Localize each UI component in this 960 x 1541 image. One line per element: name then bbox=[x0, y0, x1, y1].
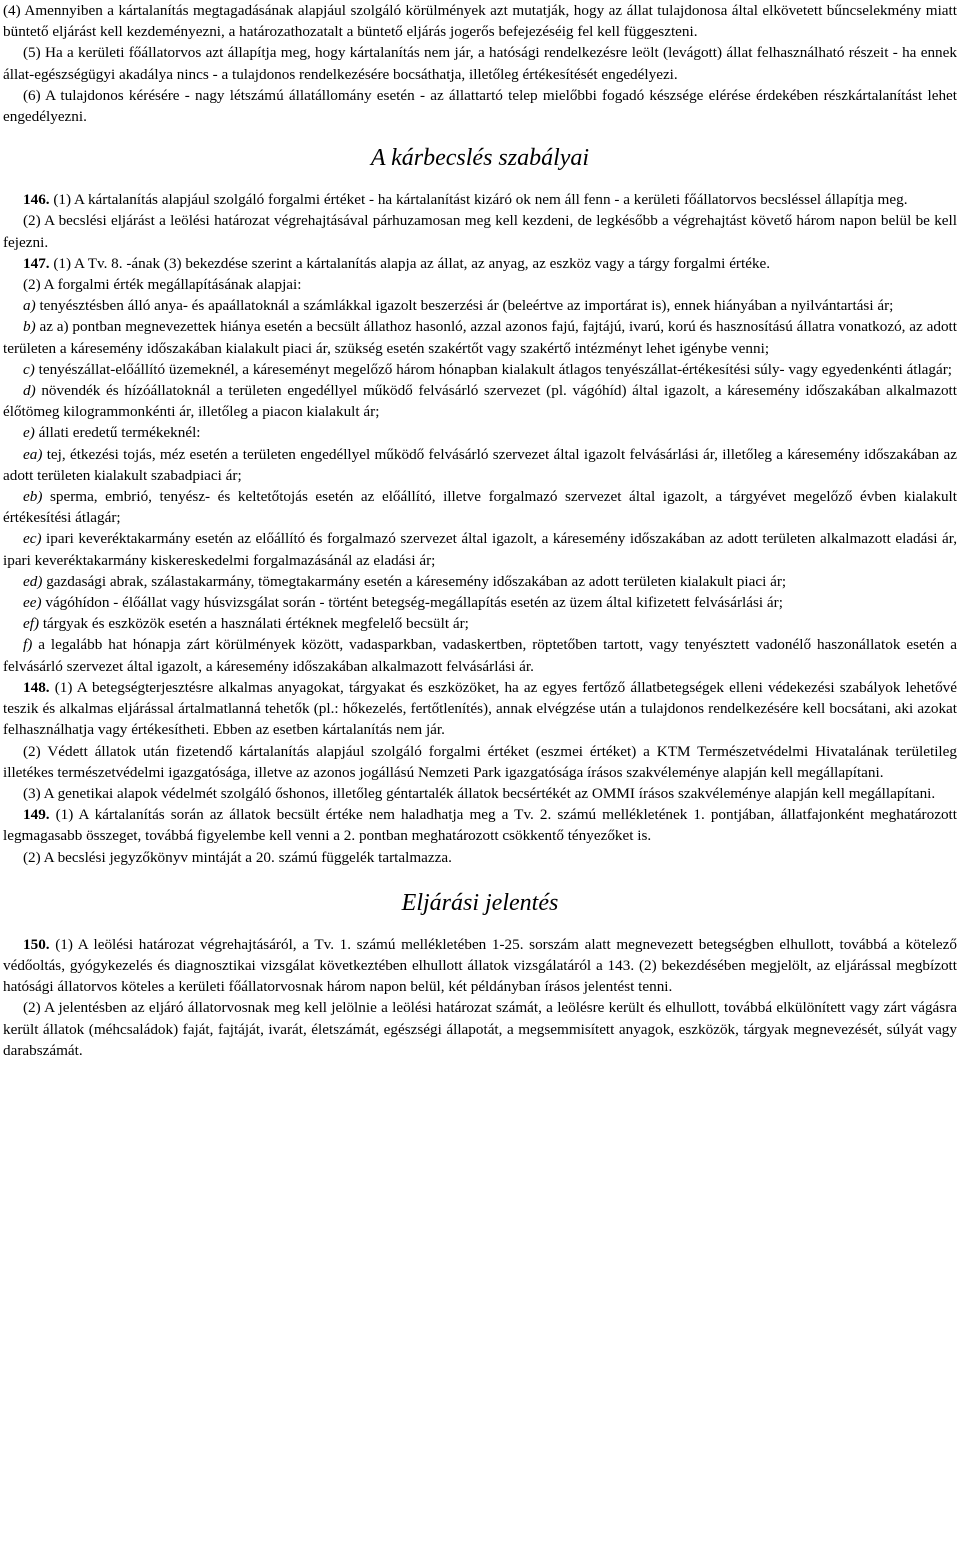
paragraph-text: ipari keveréktakarmány esetén az előállító és forgalmazó szervezet által igazolt, a káresemény időszakában az adott területen alkalmazott eladási ár, ipari keveréktakarmány kiskereskedelmi forgalmazásánál az eladási ár; bbox=[3, 530, 957, 569]
paragraph-text: állati eredetű termékeknél: bbox=[34, 424, 201, 442]
paragraph bbox=[3, 571, 957, 592]
paragraph bbox=[3, 316, 957, 358]
paragraph bbox=[3, 486, 957, 528]
paragraph bbox=[3, 528, 957, 570]
point-label: ed) bbox=[23, 572, 43, 590]
paragraph bbox=[3, 189, 957, 210]
paragraph-text: a legalább hat hónapja zárt körülmények között, vadasparkban, vadaskertben, röptetőben tartott, vagy tenyésztett vadonélő haszonállatok esetén a felvásárló szervezet által igazolt, a káresemény időszakában alkalmazott felvásárlási ár. bbox=[3, 636, 957, 675]
paragraph-text: (1) A kártalanítás alapjául szolgáló forgalmi értéket - ha kártalanítást kizáró ok nem áll fenn - a kerületi főállatorvos becsléssel állapítja meg. bbox=[49, 191, 908, 209]
paragraph-text: vágóhídon - élőállat vagy húsvizsgálat során - történt betegség-megállapítás esetén az üzem által kifizetett felvásárlási ár; bbox=[41, 594, 783, 612]
paragraph-text: (1) A leölési határozat végrehajtásáról, a Tv. 1. számú mellékletében 1-25. sorszám alatt megnevezett betegségben elhullott, továbbá a kötelező védőoltás, gyógykezelés és diagnosztikai vizsgálat következtében elhullott állatok vizsgálatáról a 143. (2) bekezdésében megjelölt, az eljárással megbízott hatósági állatorvos köteles a kerületi főállatorvosnak három napon belül, két példányban írásos jelentést tenni. bbox=[3, 935, 957, 996]
paragraph bbox=[3, 997, 957, 1061]
paragraph-text: (3) A genetikai alapok védelmét szolgáló őshonos, illetőleg géntartalék állatok becsértékét az OMMI írásos szakvéleménye alapján kell megállapítani. bbox=[23, 784, 936, 802]
paragraph-text: (1) A Tv. 8. -ának (3) bekezdése szerint a kártalanítás alapja az állat, az anyag, az eszköz vagy a tárgy forgalmi értéke. bbox=[49, 254, 771, 272]
paragraph bbox=[3, 634, 957, 676]
paragraph bbox=[3, 783, 957, 804]
paragraph bbox=[3, 274, 957, 295]
paragraph bbox=[3, 444, 957, 486]
paragraph-text: tenyésztésben álló anya- és apaállatoknál a számlákkal igazolt beszerzési ár (beleértve az importárat is), ennek hiányában a nyilvántartási ár; bbox=[35, 297, 894, 315]
paragraph-text: (2) A jelentésben az eljáró állatorvosnak meg kell jelölnie a leölési határozat számát, a leölésre került és elhullott, továbbá elkülönített vagy zárt vágásra került állatok (méhcsaládok) faját, fajtáját, ivarát, életszámát, egészségi állapotát, a megsemmisített anyagok, eszközök, tárgyak megnevezését, súlyát vagy darabszámát. bbox=[3, 999, 957, 1059]
point-label: ea) bbox=[23, 445, 43, 463]
section-heading: A kárbecslés szabályai bbox=[370, 145, 590, 172]
paragraph bbox=[3, 0, 957, 42]
paragraph-text: sperma, embrió, tenyész- és keltetőtojás esetén az előállító, illetve forgalmazó szervezet által igazolt, a tárgyévet megelőző évben kialakult értékesítési átlagár; bbox=[3, 488, 957, 527]
section-number: 149. bbox=[23, 806, 50, 824]
section-number: 146. bbox=[23, 191, 50, 209]
paragraph-text: (2) A becslési eljárást a leölési határozat végrehajtásával párhuzamosan meg kell kezdeni, de legkésőbb a végrehajtást követő három napon belül be kell fejezni. bbox=[3, 212, 957, 251]
point-label: b) bbox=[23, 318, 36, 336]
paragraph-text: (1) A betegségterjesztésre alkalmas anyagokat, tárgyakat és eszközöket, ha az egyes fertőző állatbetegségek elleni védekezési szabályok lehetővé teszik és alkalmas eljárással ártalmatlanná tehetők (pl.: hőkezelés, fertőtlenítés), annak elvégzése után a tulajdonos rendelkezésére kell bocsátani, aki azokat felhasználhatja vagy értékesítheti. Ebben az esetben kártalanítás nem jár. bbox=[3, 678, 957, 739]
paragraph bbox=[3, 380, 957, 422]
paragraph bbox=[3, 210, 957, 252]
paragraph-text: (2) A becslési jegyzőkönyv mintáját a 20. számú függelék tartalmazza. bbox=[23, 848, 452, 866]
paragraph-text: tenyészállat-előállító üzemeknél, a káreseményt megelőző három hónapban kialakult átlagos tenyészállat-értékesítési súly- vagy egyedenkénti átlagár; bbox=[34, 360, 953, 378]
point-label: eb) bbox=[23, 488, 43, 506]
paragraph-text: (1) A kártalanítás során az állatok becsült értéke nem haladhatja meg a Tv. 2. számú mellékletének 1. pontjában, állatfajonként meghatározott legmagasabb összeget, továbbá figyelembe kell venni a 2. pontban meghatározott csökkentő tényezőket is. bbox=[3, 806, 957, 845]
paragraph-text: növendék és hízóállatoknál a területen engedéllyel működő felvásárló szervezet (pl. vágóhíd) által igazolt, a káresemény időszakában alkalmazott élőtömeg kilogrammonkénti ár, illetőleg a piacon kialakult ár; bbox=[3, 382, 957, 421]
paragraph-text: (2) A forgalmi érték megállapításának alapjai: bbox=[23, 276, 302, 294]
paragraph bbox=[3, 42, 957, 84]
paragraph-text: (2) Védett állatok után fizetendő kártalanítás alapjául szolgáló forgalmi értéket (eszmei értéket) a KTM Természetvédelmi Hivatalának területileg illetékes természetvédelmi igazgatósága, illetve az azonos jogállású Nemzeti Park igazgatósága írásos szakvéleménye alapján kell megállapítani. bbox=[3, 742, 957, 781]
paragraph-text: az a) pontban megnevezettek hiánya esetén a becsült állathoz hasonló, azzal azonos fajú, fajtájú, ivarú, korú és hasznosítású állatra vonatkozó, az adott területen a káresemény időszakában kialakult piaci ár, szükség esetén szakértőt vagy szakértő intézményt lehet igénybe venni; bbox=[3, 318, 957, 357]
paragraph bbox=[3, 253, 957, 274]
paragraph bbox=[3, 847, 957, 868]
paragraph-text: (4) Amennyiben a kártalanítás megtagadásának alapjául szolgáló körülmények azt mutatják, hogy az állat tulajdonosa által elkövetett bűncselekmény miatt büntető eljárást kell kezdeményezni, a határozathozatalt a büntető eljárás jogerős befejezéséig fel kell függeszteni. bbox=[3, 2, 957, 41]
point-label: a) bbox=[23, 297, 36, 315]
section-heading: Eljárási jelentés bbox=[401, 889, 559, 916]
point-label: e) bbox=[23, 424, 35, 442]
point-label: d) bbox=[23, 382, 36, 400]
paragraph-text: gazdasági abrak, szálastakarmány, tömegtakarmány esetén a káresemény időszakában az adott területen kialakult piaci ár; bbox=[42, 572, 787, 590]
section-number: 148. bbox=[23, 678, 50, 696]
point-label: ee) bbox=[23, 594, 42, 612]
paragraph bbox=[3, 295, 957, 316]
paragraph bbox=[3, 85, 957, 127]
paragraph bbox=[3, 934, 957, 998]
paragraph-text: tej, étkezési tojás, méz esetén a területen engedéllyel működő felvásárló szervezet által igazolt felvásárlási ár, illetőleg a káresemény időszakában az adott területen kialakult szabadpiaci ár; bbox=[3, 445, 957, 484]
paragraph-text: (5) Ha a kerületi főállatorvos azt állapítja meg, hogy kártalanítás nem jár, a hatósági rendelkezésre leölt (levágott) állat felhasználható részeit - ha ennek állat-egészségügyi akadálya nincs - a tulajdonos rendelkezésére bocsáthatja, illetőleg értékesítését engedélyezi. bbox=[3, 44, 957, 83]
point-label: c) bbox=[23, 360, 35, 378]
point-label: ec) bbox=[23, 530, 42, 548]
paragraph bbox=[3, 741, 957, 783]
paragraph-text: tárgyak és eszközök esetén a használati értéknek megfelelő becsült ár; bbox=[39, 615, 469, 633]
paragraph bbox=[3, 359, 957, 380]
section-number: 150. bbox=[23, 935, 50, 953]
paragraph bbox=[3, 804, 957, 846]
paragraph-text: (6) A tulajdonos kérésére - nagy létszámú állatállomány esetén - az állattartó telep mielőbbi fogadó készsége elérése érdekében részkártalanítást lehet engedélyezni. bbox=[3, 86, 957, 126]
paragraph bbox=[3, 592, 957, 613]
point-label: f) bbox=[23, 636, 33, 654]
paragraph bbox=[3, 613, 957, 634]
paragraph bbox=[3, 677, 957, 741]
paragraph bbox=[3, 422, 957, 443]
section-number: 147. bbox=[23, 254, 50, 272]
point-label: ef) bbox=[23, 615, 40, 633]
